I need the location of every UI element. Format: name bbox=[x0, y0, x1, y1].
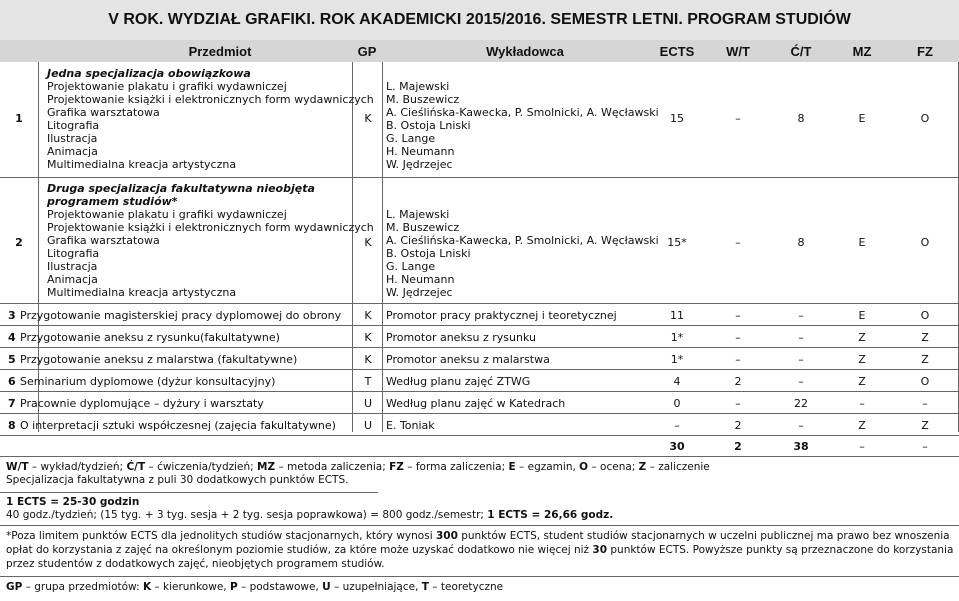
header-ects: ECTS bbox=[659, 44, 695, 59]
lecturer-item: W. Jędrzejec bbox=[386, 158, 453, 171]
legend-key: E bbox=[508, 461, 516, 473]
lecturer-item: B. Ostoja Lniski bbox=[386, 247, 471, 260]
ects-value: 1* bbox=[670, 331, 684, 344]
mz-value: – bbox=[859, 397, 865, 410]
subject-item: Projektowanie książki i elektronicznych form wydawniczych bbox=[47, 221, 374, 234]
fz-value: O bbox=[920, 309, 930, 322]
lecturer-list bbox=[386, 80, 659, 171]
subject-item: Grafika warsztatowa bbox=[47, 106, 160, 119]
header-wt: W/T bbox=[726, 44, 750, 59]
gp-legend-key: K bbox=[142, 581, 152, 593]
lecturer-name: Promotor aneksu z rysunku bbox=[386, 331, 536, 344]
subject-heading: Druga specjalizacja fakultatywna nieobjęta bbox=[47, 182, 315, 195]
table-row bbox=[0, 348, 959, 370]
wt-value: 2 bbox=[734, 419, 742, 432]
gp-legend-text: – grupa przedmiotów: bbox=[22, 581, 143, 593]
ct-value: – bbox=[798, 353, 804, 366]
gp-value: K bbox=[364, 112, 372, 125]
table-row bbox=[0, 370, 959, 392]
footnote bbox=[6, 529, 954, 571]
ects-info bbox=[6, 496, 613, 522]
ct-value: 8 bbox=[797, 112, 805, 125]
subject-item: Multimedialna kreacja artystyczna bbox=[47, 286, 237, 299]
ects-definition: 1 ECTS = 25-30 godzin bbox=[6, 496, 140, 508]
wt-value: – bbox=[735, 112, 741, 125]
gp-legend-key: GP bbox=[6, 581, 23, 593]
gp-legend bbox=[6, 581, 503, 594]
subject-item: Litografia bbox=[47, 119, 100, 132]
ct-value: – bbox=[798, 419, 804, 432]
subject-name: Pracownie dyplomujące – dyżury i warsztaty bbox=[20, 397, 264, 410]
gp-legend-key: U bbox=[322, 581, 331, 593]
table-header bbox=[0, 40, 959, 62]
legend-text: – ocena; bbox=[588, 461, 639, 473]
row-number: 5 bbox=[8, 353, 16, 366]
legend-key: Ć/T bbox=[126, 461, 146, 473]
gp-legend-text: – uzupełniające, bbox=[330, 581, 422, 593]
lecturer-item: G. Lange bbox=[386, 260, 436, 273]
ects-hours-bold: 1 ECTS = 26,66 godz. bbox=[487, 509, 614, 521]
gp-legend-key: P bbox=[229, 581, 238, 593]
divider bbox=[0, 525, 959, 526]
ct-value: – bbox=[798, 375, 804, 388]
table-row bbox=[0, 62, 959, 178]
ects-value: 15 bbox=[670, 112, 684, 125]
ects-hours bbox=[6, 509, 613, 522]
subject-name: Przygotowanie magisterskiej pracy dyplomowej do obrony bbox=[20, 309, 342, 322]
header-ct: Ć/T bbox=[790, 44, 812, 59]
lecturer-item: H. Neumann bbox=[386, 273, 455, 286]
total-mz: – bbox=[859, 440, 865, 453]
lecturer-item: G. Lange bbox=[386, 132, 436, 145]
legend-key: W/T bbox=[6, 461, 29, 473]
legend-text: – metoda zaliczenia; bbox=[275, 461, 390, 473]
subject-item: Projektowanie książki i elektronicznych form wydawniczych bbox=[47, 93, 374, 106]
row-number: 7 bbox=[8, 397, 16, 410]
subject-heading: programem studiów* bbox=[47, 195, 178, 208]
footnote-text: *Poza limitem punktów ECTS dla jednolitych studiów stacjonarnych, który wynosi bbox=[6, 530, 436, 542]
header-fz: FZ bbox=[917, 44, 933, 59]
row-number: 2 bbox=[15, 236, 23, 249]
table-row bbox=[0, 414, 959, 436]
legend-text: – forma zaliczenia; bbox=[403, 461, 509, 473]
subject-item: Multimedialna kreacja artystyczna bbox=[47, 158, 237, 171]
ects-value: – bbox=[674, 419, 680, 432]
total-ct: 38 bbox=[793, 440, 809, 453]
divider bbox=[0, 456, 959, 457]
divider bbox=[0, 576, 959, 577]
legend-key: O bbox=[579, 461, 589, 473]
footnote-bold: 300 bbox=[435, 530, 458, 542]
subject-item: Projektowanie plakatu i grafiki wydawniczej bbox=[47, 208, 287, 221]
row-number: 8 bbox=[8, 419, 16, 432]
total-ects: 30 bbox=[669, 440, 685, 453]
ct-value: 8 bbox=[797, 236, 805, 249]
gp-legend-text: – teoretyczne bbox=[428, 581, 504, 593]
row-number: 3 bbox=[8, 309, 16, 322]
ct-value: – bbox=[798, 331, 804, 344]
table-row bbox=[0, 392, 959, 414]
page-title: V ROK. WYDZIAŁ GRAFIKI. ROK AKADEMICKI 2015/2016. SEMESTR LETNI. PROGRAM STUDIÓW bbox=[0, 0, 959, 40]
gp-value: K bbox=[364, 309, 372, 322]
subject-list bbox=[47, 182, 374, 299]
legend-line: Specjalizacja fakultatywna z puli 30 dodatkowych punktów ECTS. bbox=[6, 474, 349, 486]
header-gp: GP bbox=[357, 44, 377, 59]
gp-value: U bbox=[363, 419, 373, 432]
lecturer-item: W. Jędrzejec bbox=[386, 286, 453, 299]
lecturer-item: A. Cieślińska-Kawecka, P. Smolnicki, A. Węcławski bbox=[386, 234, 659, 247]
fz-value: Z bbox=[921, 353, 929, 366]
lecturer-name: Według planu zajęć w Katedrach bbox=[386, 397, 566, 410]
mz-value: E bbox=[858, 236, 866, 249]
table-row bbox=[0, 304, 959, 326]
row-number: 1 bbox=[15, 112, 23, 125]
mz-value: E bbox=[858, 309, 866, 322]
ects-value: 11 bbox=[670, 309, 684, 322]
gp-legend-text: – podstawowe, bbox=[237, 581, 323, 593]
gp-value: U bbox=[363, 397, 373, 410]
legend bbox=[6, 461, 710, 487]
row-number: 6 bbox=[8, 375, 16, 388]
header-przedmiot: Przedmiot bbox=[188, 44, 252, 59]
lecturer-item: H. Neumann bbox=[386, 145, 455, 158]
gp-legend-text: – kierunkowe, bbox=[151, 581, 230, 593]
header-wykladowca: Wykładowca bbox=[486, 44, 564, 59]
subject-name: Seminarium dyplomowe (dyżur konsultacyjny) bbox=[20, 375, 276, 388]
subject-item: Animacja bbox=[47, 273, 98, 286]
divider bbox=[0, 492, 378, 493]
fz-value: O bbox=[920, 112, 930, 125]
subject-name: Przygotowanie aneksu z rysunku(fakultatywne) bbox=[20, 331, 280, 344]
subject-heading: Jedna specjalizacja obowiązkowa bbox=[47, 67, 251, 80]
footnote-bold: 30 bbox=[592, 544, 608, 556]
fz-value: O bbox=[920, 375, 930, 388]
totals-row bbox=[0, 436, 959, 456]
ects-value: 15* bbox=[667, 236, 687, 249]
lecturer-item: B. Ostoja Lniski bbox=[386, 119, 471, 132]
subject-name: O interpretacji sztuki współczesnej (zajęcia fakultatywne) bbox=[20, 419, 336, 432]
gp-value: K bbox=[364, 331, 372, 344]
gp-value: K bbox=[364, 236, 372, 249]
legend-key: FZ bbox=[389, 461, 404, 473]
mz-value: Z bbox=[858, 353, 866, 366]
lecturer-item: L. Majewski bbox=[386, 208, 450, 221]
subject-item: Grafika warsztatowa bbox=[47, 234, 160, 247]
wt-value: – bbox=[735, 236, 741, 249]
wt-value: 2 bbox=[734, 375, 742, 388]
fz-value: Z bbox=[921, 419, 929, 432]
mz-value: E bbox=[858, 112, 866, 125]
ects-value: 0 bbox=[673, 397, 681, 410]
ct-value: 22 bbox=[794, 397, 808, 410]
legend-text: – wykład/tydzień; bbox=[28, 461, 127, 473]
subject-item: Litografia bbox=[47, 247, 100, 260]
subject-list bbox=[47, 67, 374, 171]
subject-item: Projektowanie plakatu i grafiki wydawniczej bbox=[47, 80, 287, 93]
gp-legend-key: T bbox=[421, 581, 429, 593]
wt-value: – bbox=[735, 353, 741, 366]
mz-value: Z bbox=[858, 419, 866, 432]
ects-hours-text: 40 godz./tydzień; (15 tyg. + 3 tyg. sesja + 2 tyg. sesja poprawkowa) = 800 godz./semestr; bbox=[6, 509, 488, 521]
legend-text: – egzamin, bbox=[515, 461, 580, 473]
table-row bbox=[0, 178, 959, 304]
wt-value: – bbox=[735, 397, 741, 410]
header-mz: MZ bbox=[852, 44, 872, 59]
subject-item: Animacja bbox=[47, 145, 98, 158]
lecturer-item: M. Buszewicz bbox=[386, 93, 460, 106]
wt-value: – bbox=[735, 331, 741, 344]
subject-name: Przygotowanie aneksu z malarstwa (fakultatywne) bbox=[20, 353, 298, 366]
footnote-text: punktów ECTS. Powyższe punkty są przeznaczone do korzystania przez studentów z dodatkowych zajęć, nieobjętych programem studiów. bbox=[6, 544, 954, 570]
fz-value: Z bbox=[921, 331, 929, 344]
total-fz: – bbox=[922, 440, 928, 453]
mz-value: Z bbox=[858, 331, 866, 344]
total-wt: 2 bbox=[734, 440, 742, 453]
lecturer-name: Według planu zajęć ZTWG bbox=[386, 375, 531, 388]
legend-text: – zaliczenie bbox=[646, 461, 710, 473]
lecturer-item: M. Buszewicz bbox=[386, 221, 460, 234]
table-row bbox=[0, 326, 959, 348]
subject-item: Ilustracja bbox=[47, 260, 98, 273]
fz-value: – bbox=[922, 397, 928, 410]
ects-value: 1* bbox=[670, 353, 684, 366]
legend-line bbox=[6, 461, 710, 474]
subject-item: Ilustracja bbox=[47, 132, 98, 145]
legend-key: Z bbox=[638, 461, 647, 473]
gp-value: K bbox=[364, 353, 372, 366]
legend-text: – ćwiczenia/tydzień; bbox=[145, 461, 258, 473]
row-number: 4 bbox=[8, 331, 16, 344]
lecturer-name: E. Toniak bbox=[386, 419, 435, 432]
legend-key: MZ bbox=[257, 461, 276, 473]
wt-value: – bbox=[735, 309, 741, 322]
lecturer-name: Promotor pracy praktycznej i teoretycznej bbox=[386, 309, 617, 322]
ct-value: – bbox=[798, 309, 804, 322]
ects-value: 4 bbox=[673, 375, 681, 388]
lecturer-item: A. Cieślińska-Kawecka, P. Smolnicki, A. Węcławski bbox=[386, 106, 659, 119]
lecturer-item: L. Majewski bbox=[386, 80, 450, 93]
fz-value: O bbox=[920, 236, 930, 249]
mz-value: Z bbox=[858, 375, 866, 388]
lecturer-list bbox=[386, 208, 659, 299]
gp-value: T bbox=[364, 375, 372, 388]
lecturer-name: Promotor aneksu z malarstwa bbox=[386, 353, 550, 366]
footnote-text: punktów ECTS, student studiów stacjonarnych w uczelni publicznej ma prawo bez wnoszenia opłat do korzystania z zajęć na określonym poziomie studiów, za które może uzyskać dodatkowo nie więcej niż bbox=[6, 530, 950, 556]
